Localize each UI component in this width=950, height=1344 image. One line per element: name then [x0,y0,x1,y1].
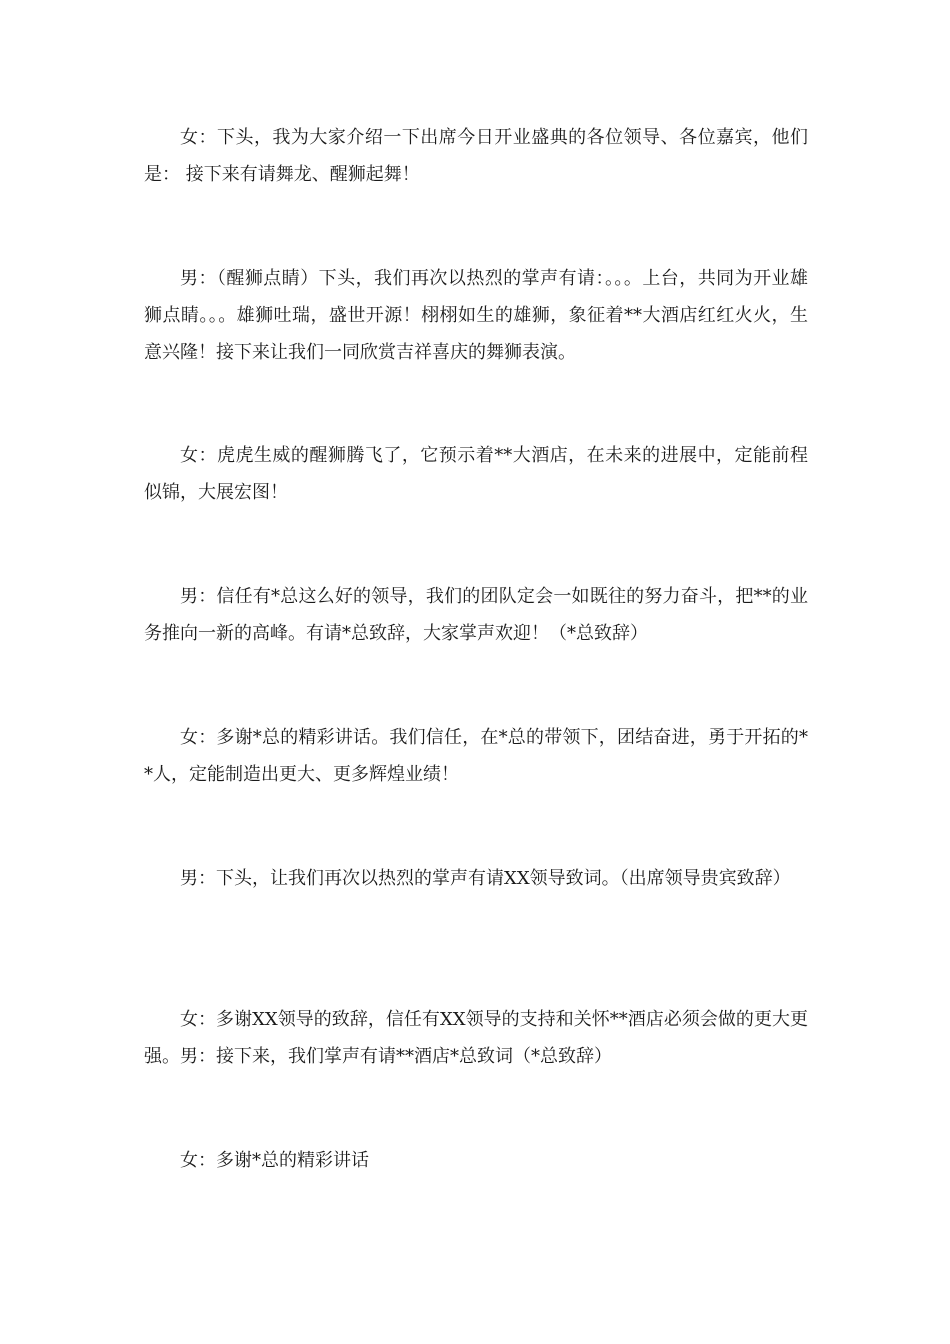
paragraph-female-closing-thanks: 女：多谢*总的精彩讲话 [180,1150,369,1171]
paragraph-female-thanks-leader: 女：多谢XX领导的致辞，信任有XX领导的支持和关怀**酒店必须会做的更大更强。男：接下来，我们掌声有请**酒店*总致词（*总致辞） [144,1009,808,1067]
paragraph-female-introduction: 女：下头，我为大家介绍一下出席今日开业盛典的各位领导、各位嘉宾，他们是： 接下来有请舞龙、醒狮起舞！ [144,127,808,185]
paragraph-female-lion-blessing: 女：虎虎生威的醒狮腾飞了，它预示着**大酒店，在未来的进展中，定能前程似锦，大展宏图！ [144,445,808,503]
paragraph-male-invite-leader-speech: 男：下头，让我们再次以热烈的掌声有请XX领导致词。（出席领导贵宾致辞） [180,868,791,889]
paragraph-male-invite-manager-speech: 男：信任有*总这么好的领导，我们的团队定会一如既往的努力奋斗，把**的业务推向一新的高峰。有请*总致辞，大家掌声欢迎！（*总致辞） [144,586,808,644]
paragraph-female-thanks-manager: 女：多谢*总的精彩讲话。我们信任，在*总的带领下，团结奋进，勇于开拓的**人，定能制造出更大、更多辉煌业绩！ [144,727,808,785]
paragraph-male-lion-dotting: 男：（醒狮点睛）下头，我们再次以热烈的掌声有请：。。。上台，共同为开业雄狮点睛。。。雄狮吐瑞，盛世开源！栩栩如生的雄狮，象征着**大酒店红红火火，生意兴隆！接下来让我们一同欣赏吉祥喜庆的舞狮表演。 [144,268,808,363]
